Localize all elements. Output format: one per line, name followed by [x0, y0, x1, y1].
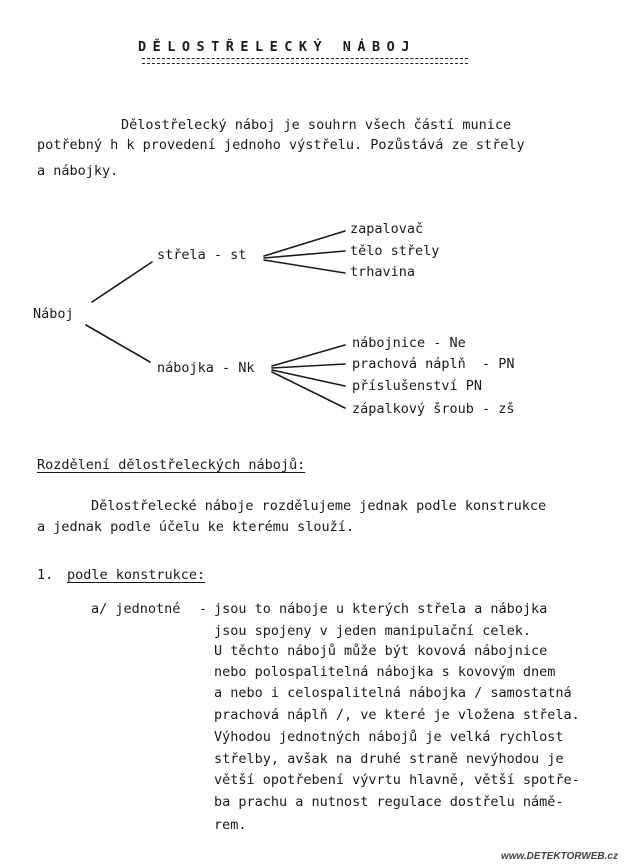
item-label: a/ jednotné [91, 601, 181, 617]
page-title: DĚLOSTŘELECKÝ NÁBOJ [138, 39, 416, 55]
diagram-root-label: Náboj [33, 306, 74, 322]
item-line-3: U těchto nábojů může být kovová nábojnice [214, 643, 548, 659]
line-nabojka-nabojnice [272, 345, 345, 366]
item-line-5: a nebo i celospalitelná nábojka / samostatná [214, 685, 572, 701]
item-line-1: jsou to náboje u kterých střela a nábojka [214, 601, 548, 617]
strela-child-2: tělo střely [350, 243, 440, 259]
branch-strela-label: střela - st [157, 247, 247, 263]
subsection-number: 1. [37, 567, 54, 583]
section-text-line-1: Dělostřelecké náboje rozdělujeme jednak podle konstrukce [91, 498, 547, 514]
line-root-to-nabojka [86, 325, 150, 362]
item-line-7: Výhodou jednotných nábojů je velká rychlost [214, 729, 564, 745]
intro-line-2: potřebný h k provedení jednoho výstřelu. Pozůstává ze střely [37, 137, 525, 153]
item-line-8: střelby, avšak na druhé straně nevýhodou je [214, 751, 564, 767]
strela-child-3: trhavina [350, 264, 416, 280]
nabojka-child-3: příslušenství PN [352, 378, 483, 394]
nabojka-child-4: zápalkový šroub - zš [352, 401, 515, 417]
watermark-text: www.DETEKTORWEB.cz [500, 851, 618, 862]
section-heading: Rozdělení dělostřeleckých nábojů: [37, 457, 306, 473]
item-line-6: prachová náplň /, ve které je vložena střela. [214, 707, 580, 723]
intro-line-1: Dělostřelecký náboj je souhrn všech částí munice [121, 117, 512, 133]
line-strela-trhavina [264, 260, 345, 273]
nabojka-child-1: nábojnice - Ne [352, 335, 466, 351]
branch-nabojka-label: nábojka - Nk [157, 360, 255, 376]
nabojka-child-2: prachová náplň - PN [352, 356, 515, 372]
item-dash: - [199, 601, 208, 617]
line-root-to-strela [92, 262, 152, 302]
section-text-line-2: a jednak podle účelu ke kterému slouží. [37, 519, 354, 535]
strela-child-1: zapalovač [350, 221, 424, 237]
line-nabojka-prachova [272, 364, 345, 368]
subsection-heading: podle konstrukce: [67, 567, 206, 583]
item-line-10: ba prachu a nutnost regulace dostřelu námě- [214, 794, 564, 810]
item-line-2: jsou spojeny v jeden manipulační celek. [214, 623, 531, 639]
item-line-11: rem. [214, 817, 247, 833]
item-line-4: nebo polospalitelná nábojka s kovovým dnem [214, 664, 556, 680]
item-line-9: větší opotřebení vývrtu hlavně, větší spotře- [214, 772, 580, 788]
intro-line-3: a nábojky. [37, 163, 119, 179]
